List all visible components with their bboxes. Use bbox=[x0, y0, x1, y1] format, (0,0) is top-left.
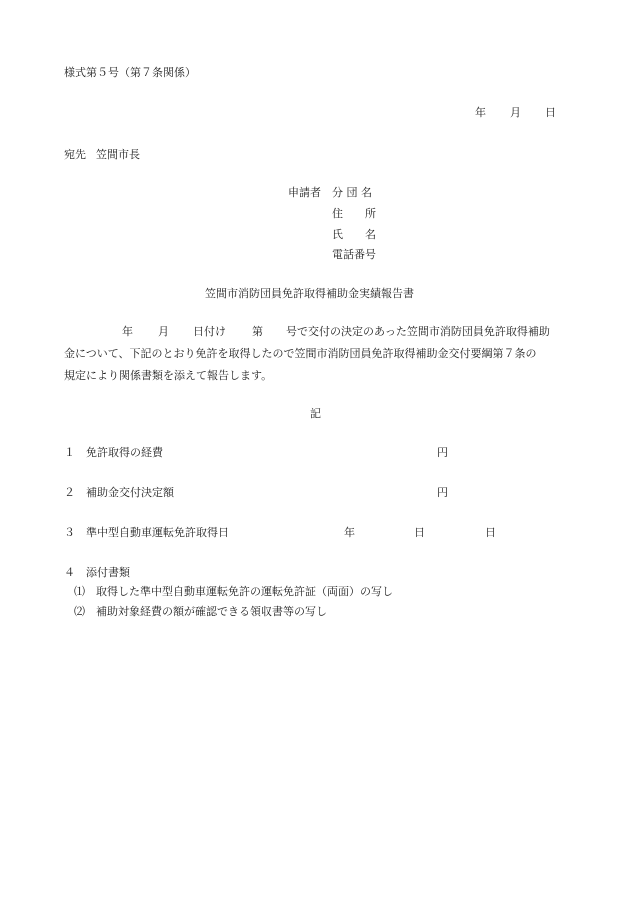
body-line2: 金について、下記のとおり免許を取得したので笠間市消防団員免許取得補助金交付要綱第７条の bbox=[64, 347, 537, 360]
applicant-field-name: 氏 名 bbox=[332, 228, 376, 241]
item-2-label: 補助金交付決定額 bbox=[86, 486, 174, 499]
applicant-label: 申請者 bbox=[288, 186, 321, 199]
item-1-number: １ bbox=[64, 446, 75, 459]
item-4-label: 添付書類 bbox=[86, 566, 130, 579]
document-title: 笠間市消防団員免許取得補助金実績報告書 bbox=[205, 287, 414, 300]
body-line1-dated: 日付け bbox=[193, 325, 226, 338]
item-2-unit: 円 bbox=[437, 486, 448, 499]
date-year-label: 年 bbox=[475, 106, 486, 119]
ki-heading: 記 bbox=[310, 407, 321, 420]
attachment-1-text: 取得した準中型自動車運転免許の運転免許証（両面）の写し bbox=[96, 585, 393, 598]
item-1-unit: 円 bbox=[437, 446, 448, 459]
addressee-label: 宛先 bbox=[64, 148, 86, 161]
body-line3: 規定により関係書類を添えて報告します。 bbox=[64, 369, 273, 382]
item-3-month: 日 bbox=[414, 526, 425, 539]
item-3-number: ３ bbox=[64, 526, 75, 539]
date-day-label: 日 bbox=[545, 106, 556, 119]
item-3-year: 年 bbox=[344, 526, 355, 539]
body-line1-rest: 号で交付の決定のあった笠間市消防団員免許取得補助 bbox=[286, 325, 550, 338]
applicant-field-branch: 分 団 名 bbox=[332, 186, 372, 199]
form-number: 様式第５号（第７条関係） bbox=[64, 66, 196, 79]
body-line1-year: 年 bbox=[122, 325, 133, 338]
item-3-label: 準中型自動車運転免許取得日 bbox=[86, 526, 229, 539]
attachment-2-marker: ⑵ bbox=[74, 605, 85, 618]
attachment-1-marker: ⑴ bbox=[74, 585, 85, 598]
item-2-number: ２ bbox=[64, 486, 75, 499]
body-line1-month: 月 bbox=[158, 325, 169, 338]
item-4-number: ４ bbox=[64, 566, 75, 579]
applicant-field-address: 住 所 bbox=[332, 207, 376, 220]
item-1-label: 免許取得の経費 bbox=[86, 446, 163, 459]
body-line1-no-prefix: 第 bbox=[252, 325, 263, 338]
attachment-2-text: 補助対象経費の額が確認できる領収書等の写し bbox=[96, 605, 327, 618]
date-month-label: 月 bbox=[510, 106, 521, 119]
item-3-day: 日 bbox=[485, 526, 496, 539]
applicant-field-phone: 電話番号 bbox=[332, 248, 376, 261]
addressee-name: 笠間市長 bbox=[96, 148, 140, 161]
